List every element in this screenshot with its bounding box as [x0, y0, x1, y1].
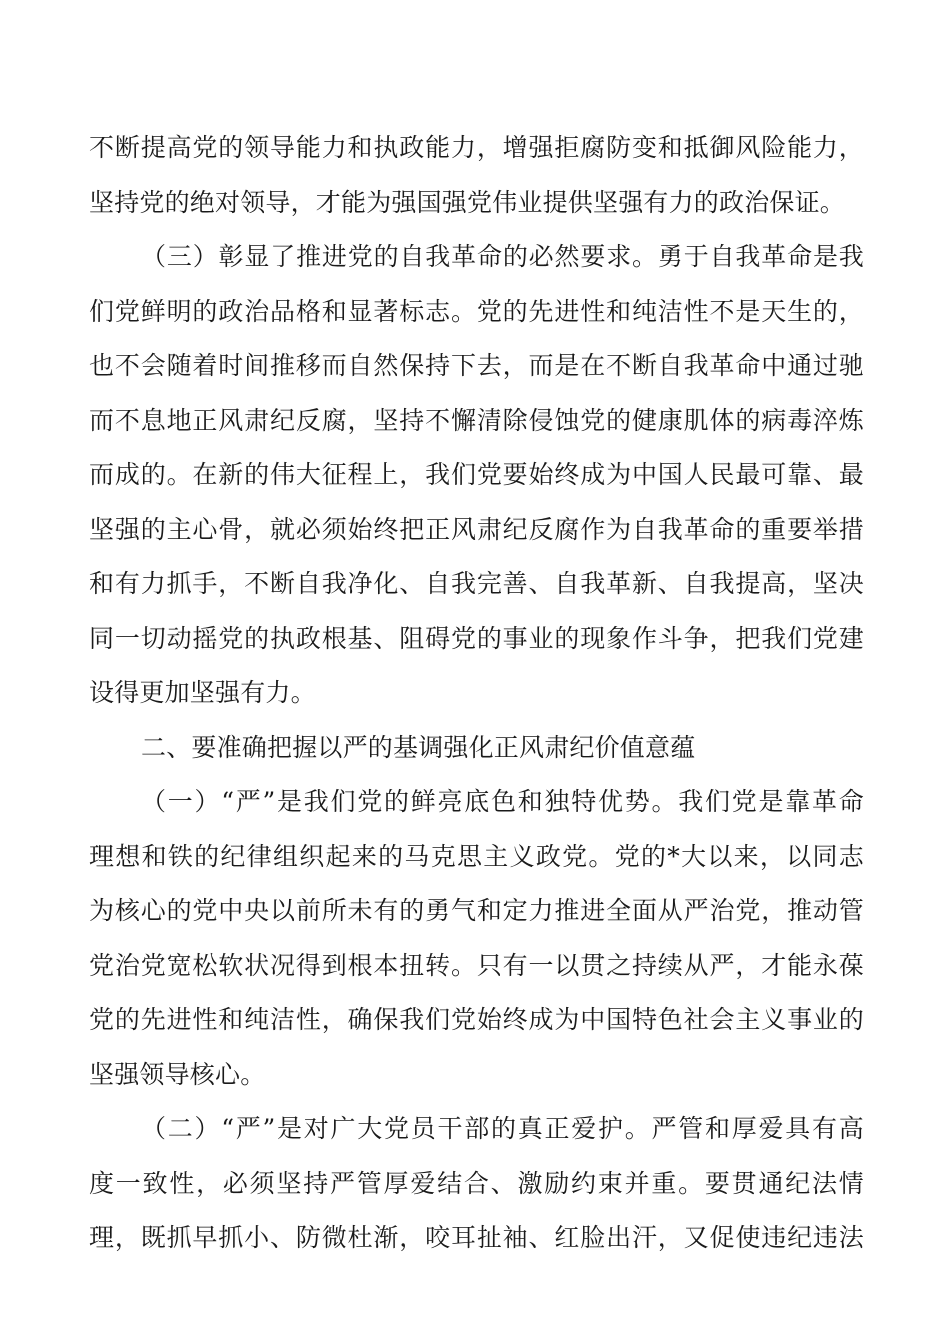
text-line: 度一致性，必须坚持严管厚爱结合、激励约束并重。要贯通纪法情	[89, 1168, 864, 1198]
text-line: 理，既抓早抓小、防微杜渐，咬耳扯袖、红脸出汗，又促使违纪违法	[89, 1223, 864, 1252]
paragraph-heading-3: （三）彰显了推进党的自我革命的必然要求。勇于自我革命是我	[141, 242, 864, 271]
text-line: 也不会随着时间推移而自然保持下去，而是在不断自我革命中通过驰	[89, 351, 864, 380]
text-line: 坚强的主心骨，就必须始终把正风肃纪反腐作为自我革命的重要举措	[89, 514, 864, 544]
paragraph-heading-1: （一）“严”是我们党的鲜亮底色和独特优势。我们党是靠革命	[141, 787, 864, 816]
text-line: 而成的。在新的伟大征程上，我们党要始终成为中国人民最可靠、最	[89, 460, 864, 489]
text-line: 党治党宽松软状况得到根本扭转。只有一以贯之持续从严，才能永葆	[89, 950, 864, 980]
section-heading-2: 二、要准确把握以严的基调强化正风肃纪价值意蕴	[141, 732, 696, 762]
text-line: 为核心的党中央以前所未有的勇气和定力推进全面从严治党，推动管	[89, 896, 864, 925]
text-line: 党的先进性和纯洁性，确保我们党始终成为中国特色社会主义事业的	[89, 1005, 864, 1034]
text-line: 设得更加坚强有力。	[89, 678, 316, 707]
text-line: 们党鲜明的政治品格和显著标志。党的先进性和纯洁性不是天生的，	[89, 296, 864, 326]
text-line: 坚持党的绝对领导，才能为强国强党伟业提供坚强有力的政治保证。	[89, 187, 846, 217]
text-line: 理想和铁的纪律组织起来的马克思主义政党。党的*大以来，以同志	[89, 841, 864, 871]
text-line: 坚强领导核心。	[89, 1059, 266, 1089]
text-line: 不断提高党的领导能力和执政能力，增强拒腐防变和抵御风险能力，	[89, 133, 864, 162]
text-line: 同一切动摇党的执政根基、阻碍党的事业的现象作斗争，把我们党建	[89, 623, 864, 653]
text-line: 而不息地正风肃纪反腐，坚持不懈清除侵蚀党的健康肌体的病毒淬炼	[89, 405, 864, 435]
text-line: 和有力抓手，不断自我净化、自我完善、自我革新、自我提高，坚决	[89, 569, 864, 598]
document-body	[89, 121, 864, 1266]
paragraph-heading-2: （二）“严”是对广大党员干部的真正爱护。严管和厚爱具有高	[141, 1114, 864, 1143]
